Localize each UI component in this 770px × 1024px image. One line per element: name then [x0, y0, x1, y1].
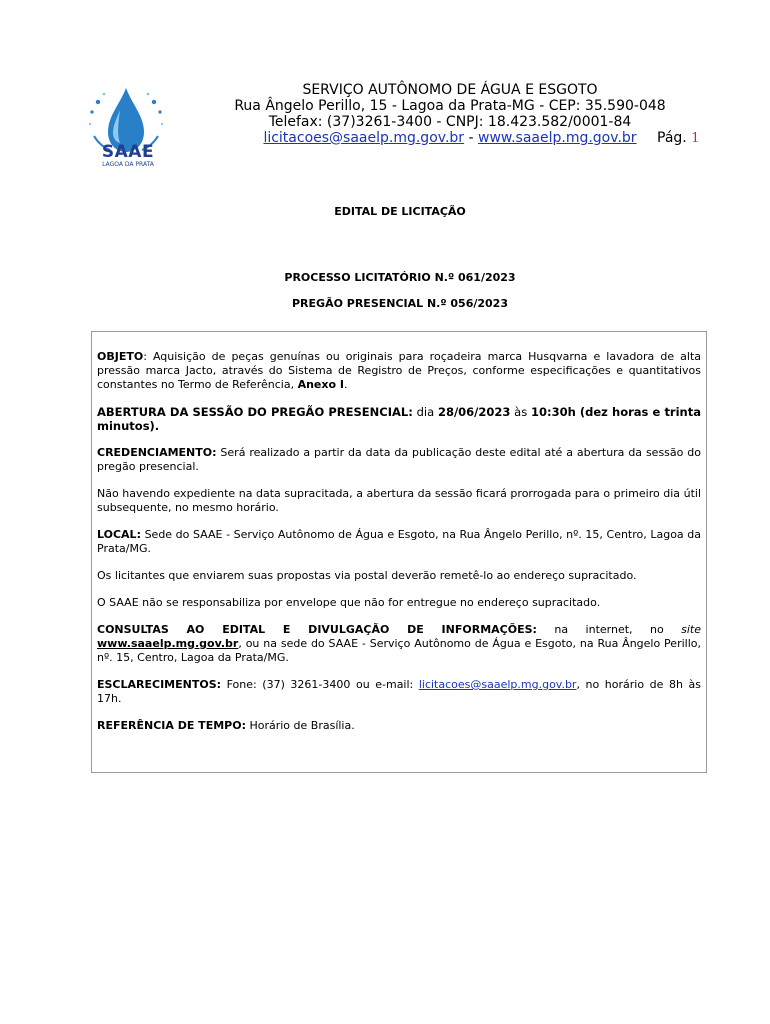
local-paragraph: LOCAL: Sede do SAAE - Serviço Autônomo de Água e Esgoto, na Rua Ângelo Perillo, nº. 15, Centro, Lagoa da Prata/MG.: [97, 528, 701, 555]
expediente-paragraph: Não havendo expediente na data supracitada, a abertura da sessão ficará prorrogada para o primeiro dia útil subsequente, no mesmo horário.: [97, 487, 701, 514]
esclarecimentos-paragraph: ESCLARECIMENTOS: Fone: (37) 3261-3400 ou e-mail: licitacoes@saaelp.mg.gov.br, no horário de 8h às 17h.: [97, 678, 701, 705]
logo-caption: SAAE: [101, 142, 155, 162]
logo-subcaption: LAGOA DA PRATA: [102, 161, 154, 168]
abertura-paragraph: ABERTURA DA SESSÃO DO PREGÃO PRESENCIAL: dia 28/06/2023 às 10:30h (dez horas e trinta minutos).: [97, 405, 701, 433]
postal-paragraph: Os licitantes que enviarem suas propostas via postal deverão remetê-lo ao endereço supracitado.: [97, 569, 637, 582]
letterhead: [210, 82, 690, 146]
header-email-link[interactable]: licitacoes@saaelp.mg.gov.br: [263, 130, 465, 146]
page-number: 1: [691, 131, 700, 146]
edital-summary-box: [91, 331, 707, 773]
credenciamento-paragraph: CREDENCIAMENTO: Será realizado a partir da data da publicação deste edital até a abertura da sessão do pregão presencial.: [97, 446, 701, 473]
header-site-link[interactable]: www.saaelp.mg.gov.br: [478, 130, 637, 146]
org-phone: Telefax: (37)3261-3400 - CNPJ: 18.423.582/0001-84: [268, 114, 632, 130]
org-address: Rua Ângelo Perillo, 15 - Lagoa da Prata-MG - CEP: 35.590-048: [234, 98, 666, 114]
objeto-paragraph: OBJETO: Aquisição de peças genuínas ou originais para roçadeira marca Husqvarna e lavadora de alta pressão marca Jacto, através do Sistema de Registro de Preços, conforme especificações e quantitativos constantes no Termo de Referência, Anexo I.: [97, 350, 701, 391]
referencia-paragraph: REFERÊNCIA DE TEMPO: Horário de Brasília.: [97, 719, 355, 732]
consultas-site-link[interactable]: www.saaelp.mg.gov.br: [97, 637, 239, 650]
esclarecimentos-email-link[interactable]: licitacoes@saaelp.mg.gov.br: [418, 678, 577, 691]
page-label: Pág.: [657, 130, 692, 146]
consultas-paragraph: CONSULTAS AO EDITAL E DIVULGAÇÃO DE INFORMAÇÕES: na internet, no site www.saaelp.mg.gov.br, ou na sede do SAAE - Serviço Autônomo de Água e Esgoto, na Rua Ângelo Perillo, nº. 15, Centro, Lagoa da Prata/MG.: [97, 623, 702, 664]
org-contacts: [210, 130, 690, 146]
pregao-title: PREGÃO PRESENCIAL N.º 056/2023: [292, 297, 508, 310]
edital-title: EDITAL DE LICITAÇÃO: [334, 205, 466, 218]
responsabiliza-paragraph: O SAAE não se responsabiliza por envelope que não for entregue no endereço supracitado.: [97, 596, 601, 609]
org-name: SERVIÇO AUTÔNOMO DE ÁGUA E ESGOTO: [302, 82, 598, 98]
page-indicator: [657, 130, 699, 146]
header-separator: -: [464, 130, 479, 146]
processo-title: PROCESSO LICITATÓRIO N.º 061/2023: [284, 271, 516, 284]
